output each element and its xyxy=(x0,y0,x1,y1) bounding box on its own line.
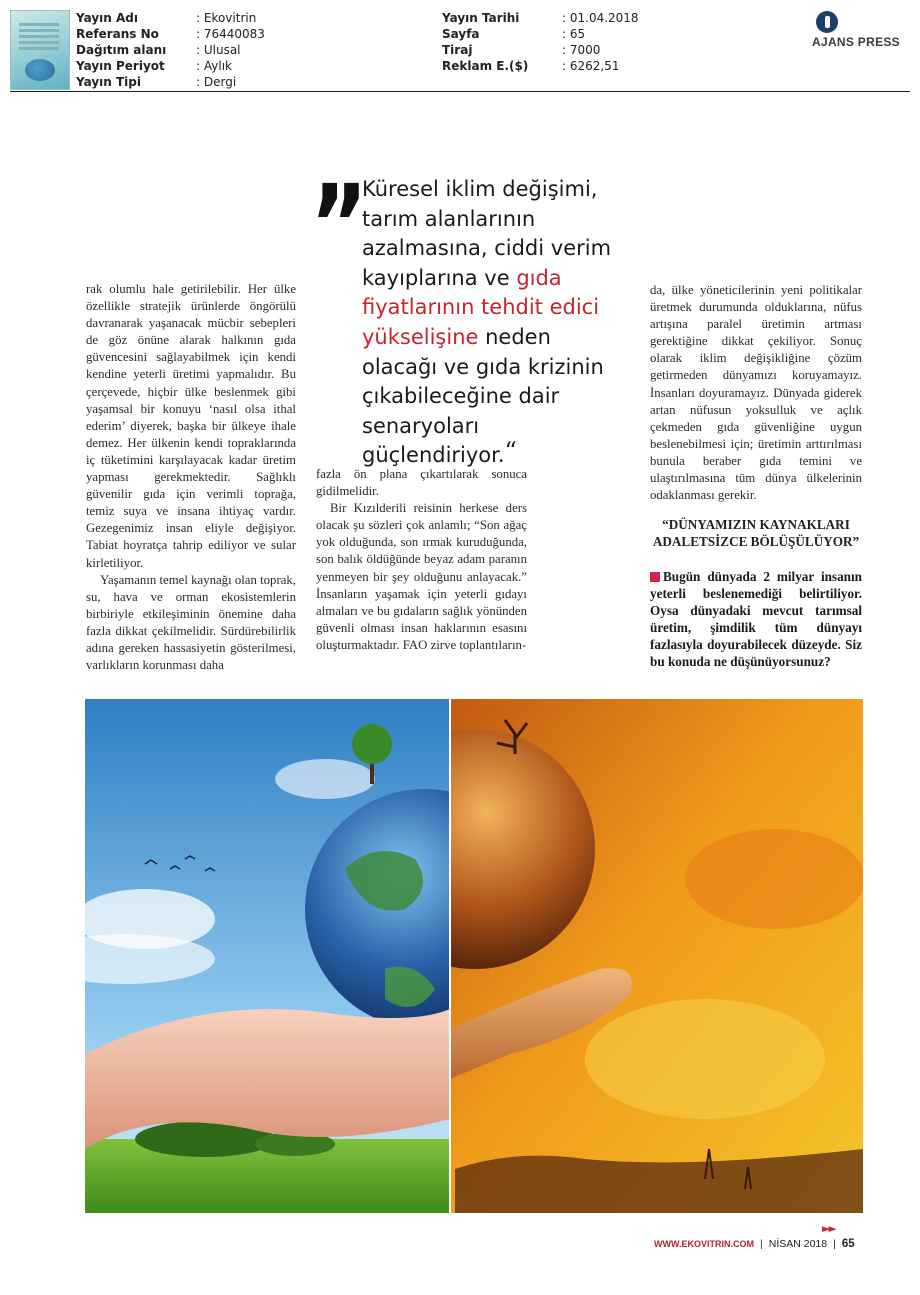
info-row xyxy=(76,26,265,42)
footer-issue: NİSAN 2018 xyxy=(768,1238,828,1250)
info-row xyxy=(442,10,639,26)
footer-separator: | xyxy=(760,1238,763,1250)
question-bullet-icon xyxy=(650,572,660,582)
info-key: Tiraj xyxy=(442,43,473,57)
interview-subheading: “DÜNYAMIZIN KAYNAKLARI ADALETSİZCE BÖLÜŞÜLÜYOR” xyxy=(652,517,860,549)
info-value: : 7000 xyxy=(562,43,601,57)
info-row xyxy=(76,74,265,90)
header-divider xyxy=(10,91,910,92)
info-value: : Ulusal xyxy=(196,43,241,57)
next-page-arrows-icon: ►► xyxy=(822,1222,835,1235)
footer-page-number: 65 xyxy=(841,1238,855,1250)
ajans-press-logo-icon xyxy=(816,11,838,33)
info-key: Yayın Periyot xyxy=(76,59,165,73)
info-row xyxy=(442,26,639,42)
info-key: Referans No xyxy=(76,27,159,41)
info-row xyxy=(76,42,265,58)
ajans-press-logo xyxy=(812,11,912,51)
info-value: : Dergi xyxy=(196,75,237,89)
info-key: Sayfa xyxy=(442,27,480,41)
info-row xyxy=(76,58,265,74)
paragraph: Yaşamanın temel kaynağı olan toprak, su, hava ve orman ekosistemlerin birbiriyle etkileşiminin önemine daha fazla dikkat çekilmelidir. Sürdürebilirlik adına gereken hassasiyetin gösterilmesi, varlıkların korunması daha xyxy=(86,572,296,673)
climate-illustration-graphic xyxy=(85,699,863,1213)
info-value: : 65 xyxy=(562,27,586,41)
paragraph: rak olumlu hale getirilebilir. Her ülke özellikle stratejik ürünlerde öngörülü davranarak yaşanacak mücbir sebepleri de göz önüne alarak halkının gıda güvencesini sağlayabilmek için kendi kendine yeterli üretimi yapmalıdır. Bu çerçevede, hiçbir ülke beslenmek gibi yaşamsal bir konuyu ‘nasıl olsa ithal ederim’ diyerek, başka bir ülkeye ihale demez. Her ülkenin kendi topraklarında iç tüketimini karşılayacak kadar üretim yapması gerekmektedir. Sağlıklı güvenilir gıda için verimli toprağa, temiz suya ve insana ihtiyaç vardır. Gezegenimiz insan eliyle değişiyor. Tabiat hoyratça tahrip ediliyor ve sular kirletiliyor. xyxy=(86,282,296,570)
info-value: : 6262,51 xyxy=(562,59,620,73)
climate-illustration xyxy=(85,699,863,1213)
info-key: Yayın Tarihi xyxy=(442,11,520,25)
publication-info-right xyxy=(442,10,639,74)
info-key: Yayın Tipi xyxy=(76,75,141,89)
article-column-1 xyxy=(86,281,296,674)
ajans-press-logo-text: AJANS PRESS xyxy=(812,35,900,49)
footer-website: WWW.EKOVITRIN.COM xyxy=(654,1239,754,1249)
publication-thumbnail xyxy=(10,10,70,90)
interview-question-text: Bugün dünyada 2 milyar insanın yeterli beslenemediği belirtiliyor. Oysa dünyadaki mevcut tarımsal üretim, şimdilik tüm dünyayı fazlasıyla doyurabilecek düzeyde. Siz bu konuda ne düşünüyorsunuz? xyxy=(650,569,862,669)
info-value: : 76440083 xyxy=(196,27,265,41)
info-row xyxy=(442,42,639,58)
page-footer xyxy=(654,1238,864,1256)
footer-separator: | xyxy=(833,1238,836,1250)
info-value: : 01.04.2018 xyxy=(562,11,639,25)
article-column-3 xyxy=(650,282,862,504)
info-value: : Aylık xyxy=(196,59,232,73)
info-key: Reklam E.($) xyxy=(442,59,529,73)
info-row xyxy=(76,10,265,26)
publication-info-left xyxy=(76,10,265,90)
paragraph: Bir Kızılderili reisinin herkese ders olacak şu sözleri çok anlamlı; “Son ağaç yok olduğunda, son ırmak kuruduğunda, son balık öldüğünde beyaz adam paranın yenmeyen bir şey olduğunu anlayacak.” İnsanların yaşamak için yeterli gıdayı almaları ve bu gıdaların sağlık yönünden güvenli olması insan haklarının esasını oluşturmaktadır. FAO zirve toplantıların- xyxy=(316,501,527,652)
interview-question xyxy=(650,568,862,670)
pull-quote xyxy=(362,175,632,471)
article-column-2 xyxy=(316,466,527,654)
paragraph: da, ülke yöneticilerinin yeni politikalar üretmek durumunda olduklarına, nüfus artışına paralel üretimin artması gerektiğine dikkat çekiliyor. Sonuç olarak iklim değişikliğine çözüm getirmeden dünyamızı koruyamayız. İnsanları doyuramayız. Dünyada giderek artan nüfusun yoksulluk ve açlık çekmeden gıda güvenliğine uygun beslenebilmesi için; üretimin arttırılması bunula beraber gıda temini ve ulaştırılmasına tüm dünya ülkelerinin odaklanması gerekir. xyxy=(650,283,862,503)
info-row xyxy=(442,58,639,74)
pull-quote-part1: Küresel iklim değişimi, tarım alanlarının azalmasına, ciddi verim kayıplarına ve xyxy=(362,177,612,290)
info-value: : Ekovitrin xyxy=(196,11,257,25)
info-key: Dağıtım alanı xyxy=(76,43,167,57)
open-quote-mark: ” xyxy=(310,161,357,289)
paragraph: fazla ön plana çıkartılarak sonuca gidilmelidir. xyxy=(316,467,527,499)
info-key: Yayın Adı xyxy=(76,11,138,25)
close-quote-mark: “ xyxy=(504,437,517,466)
pull-quote-part2: neden olacağı ve gıda krizinin çıkabileceğine dair senaryoları güçlendiriyor. xyxy=(362,324,604,468)
pull-quote-highlight: gıda fiyatlarının tehdit edici yükselişine xyxy=(362,265,600,349)
